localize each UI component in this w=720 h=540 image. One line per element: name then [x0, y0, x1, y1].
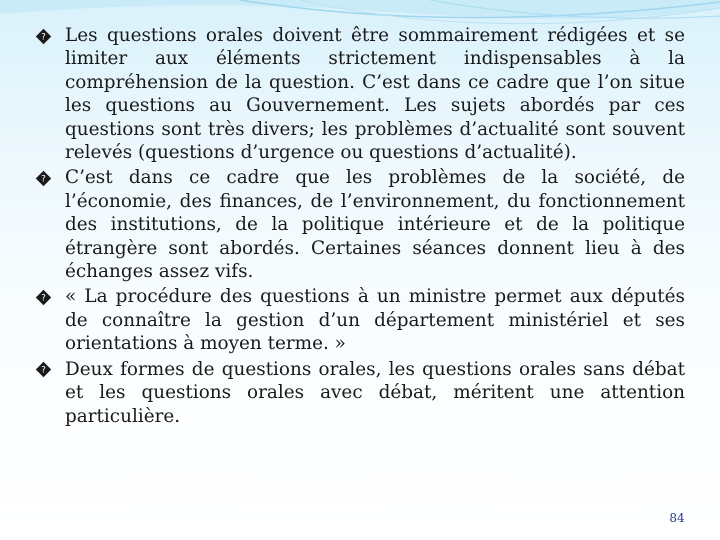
paragraph	[34, 358, 685, 428]
svg-text:?: ?	[41, 365, 46, 376]
missing-glyph-icon	[34, 361, 53, 379]
paragraph-text: Deux formes de questions orales, les questions orales sans débat et les questions orales avec débat, méritent une attention particulière.	[65, 358, 685, 427]
missing-glyph-icon	[34, 169, 53, 187]
paragraph	[34, 285, 685, 355]
missing-glyph-icon	[34, 288, 53, 306]
page-number: 84	[669, 511, 685, 525]
svg-text:?: ?	[41, 293, 46, 304]
paragraph-text: Les questions orales doivent être sommairement rédigées et se limiter aux éléments strictement indispensables à la compréhension de la question. C’est dans ce cadre que l’on situe les questions au Gouvernement. Les sujets abordés par ces questions sont très divers; les problèmes d’actualité sont souvent relevés (questions d’urgence ou questions d’actualité).	[65, 25, 685, 164]
slide-body	[34, 24, 685, 430]
svg-text:?: ?	[41, 174, 46, 185]
missing-glyph-icon	[34, 27, 53, 45]
svg-text:?: ?	[41, 32, 46, 43]
paragraph	[34, 24, 685, 164]
paragraph	[34, 166, 685, 283]
paragraph-text: C’est dans ce cadre que les problèmes de la société, de l’économie, des finances, de l’environnement, du fonctionnement des institutions, de la politique intérieure et de la politique étrangère sont abordés. Certaines séances donnent lieu à des échanges assez vifs.	[65, 167, 685, 283]
paragraph-text: « La procédure des questions à un ministre permet aux députés de connaître la gestion d’un département ministériel et ses orientations à moyen terme. »	[65, 286, 685, 355]
